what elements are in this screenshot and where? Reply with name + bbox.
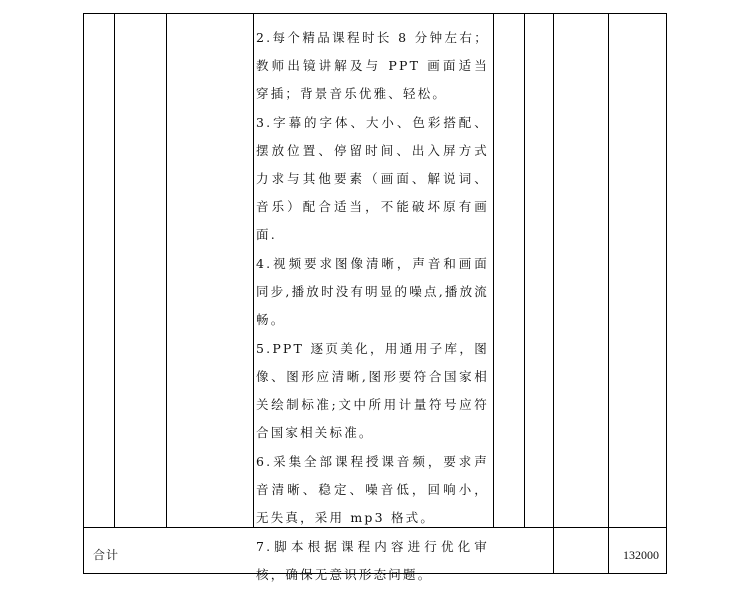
column-divider (608, 14, 609, 573)
requirement-item: 6.采集全部课程授课音频，要求声音清晰、稳定、噪音低，回响小，无失真，采用 mp3 格式。 (256, 454, 489, 525)
requirement-item: 5.PPT 逐页美化，用通用子库，图像、图形应清晰,图形要符合国家相关绘制标准;文中所用计量符号应符合国家相关标准。 (256, 341, 489, 440)
requirement-item: 7.脚本根据课程内容进行优化审核，确保无意识形态问题。 (256, 539, 489, 582)
procurement-table (83, 13, 667, 582)
total-value: 132000 (623, 548, 659, 562)
column-divider (166, 14, 167, 527)
column-divider (114, 14, 115, 527)
requirements-cell (256, 24, 489, 589)
column-divider (253, 14, 254, 527)
column-divider (553, 527, 554, 573)
requirement-item: 2.每个精品课程时长 8 分钟左右；教师出镜讲解及与 PPT 画面适当穿插；背景音乐优雅、轻松。 (256, 30, 489, 101)
requirement-item: 3.字幕的字体、大小、色彩搭配、摆放位置、停留时间、出入屏方式力求与其他要素（画面、解说词、音乐）配合适当，不能破坏原有画面. (256, 115, 489, 242)
column-divider (524, 14, 525, 527)
column-divider (493, 14, 494, 527)
total-label: 合计 (93, 548, 120, 562)
requirement-item: 4.视频要求图像清晰，声音和画面同步,播放时没有明显的噪点,播放流畅。 (256, 256, 489, 327)
column-divider (553, 14, 554, 527)
